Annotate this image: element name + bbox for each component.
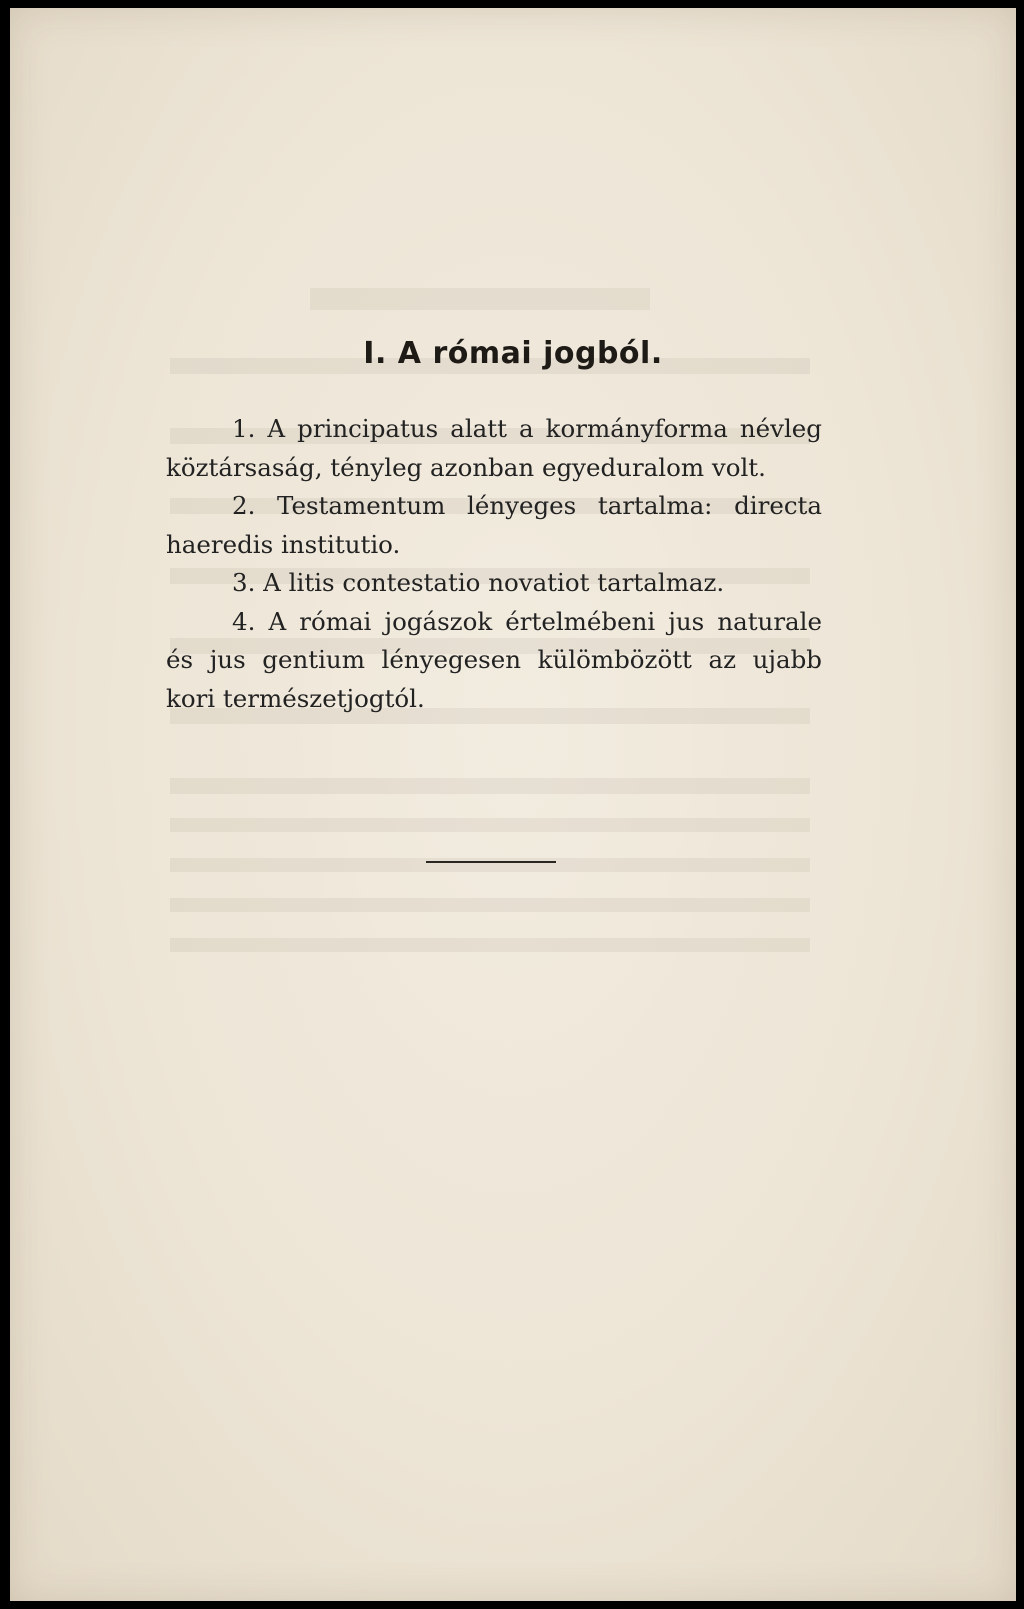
- numbered-paragraph: 4. A római jogászok értelmébeni jus naturale és jus gentium lényegesen külömbözött az ujabb kori természetjogtól.: [166, 606, 822, 713]
- section-body: [166, 410, 822, 718]
- bleed-through-texture: [10, 8, 1016, 1601]
- section-heading: I. A római jogból.: [363, 336, 663, 371]
- numbered-paragraph: 1. A principatus alatt a kormányforma névleg köztársaság, tényleg azonban egyeduralom volt.: [166, 414, 822, 482]
- numbered-paragraph: 3. A litis contestatio novatiot tartalmaz.: [232, 568, 725, 597]
- section-divider: [426, 861, 556, 863]
- document-page: [10, 8, 1016, 1601]
- numbered-paragraph: 2. Testamentum lényeges tartalma: directa haeredis institutio.: [166, 491, 822, 559]
